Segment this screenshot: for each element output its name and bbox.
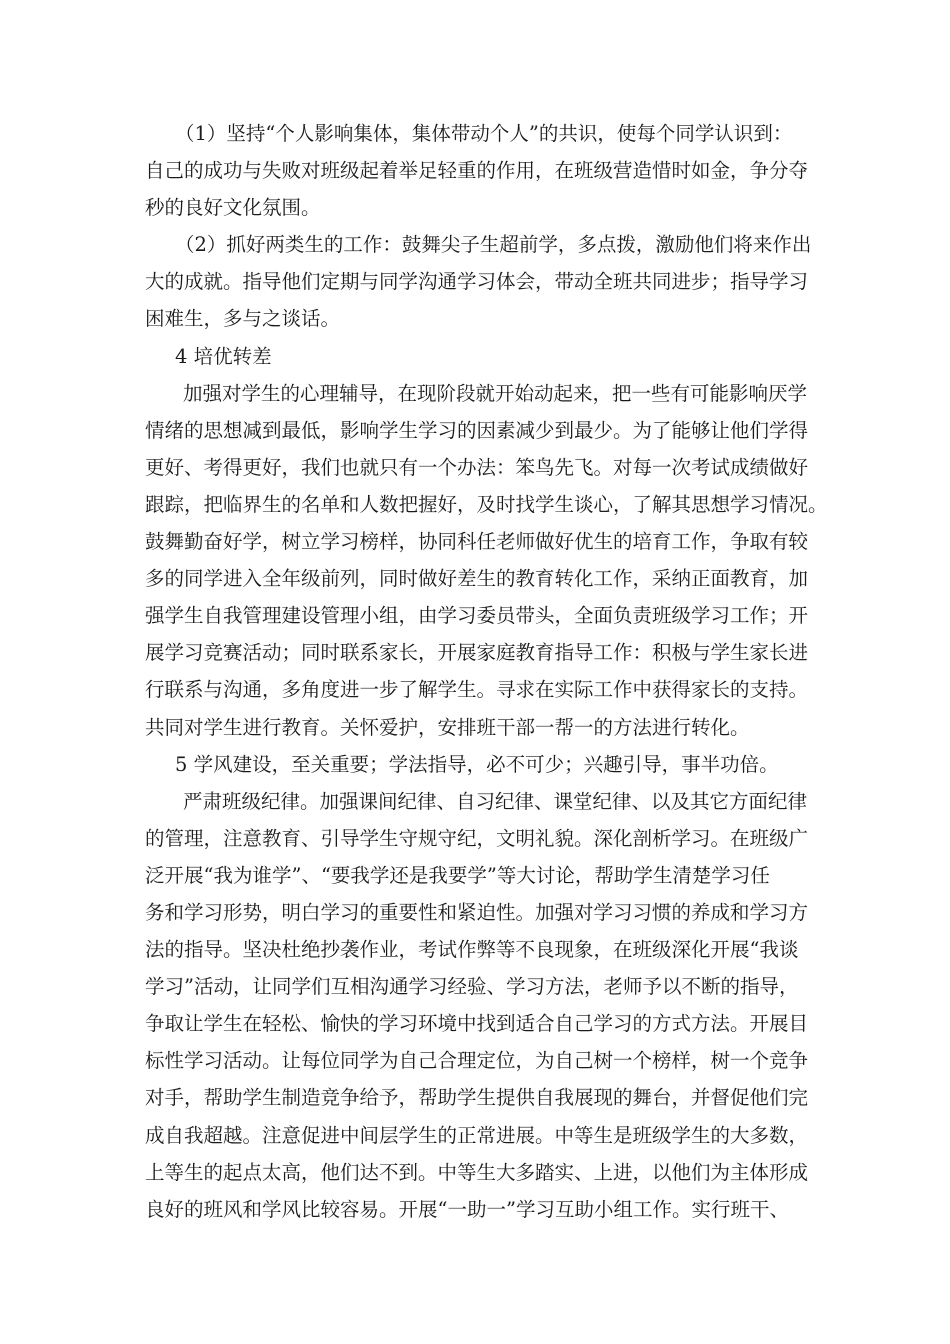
section-heading: 4 培优转差 bbox=[175, 344, 272, 368]
text-line: 秒的良好文化氛围。 bbox=[145, 196, 321, 220]
text-line: 对手，帮助学生制造竞争给予，帮助学生提供自我展现的舞台，并督促他们完 bbox=[145, 1086, 809, 1110]
text-line: 争取让学生在轻松、愉快的学习环境中找到适合自己学习的方式方法。开展目 bbox=[145, 1012, 809, 1036]
text-line: （1）坚持“个人影响集体，集体带动个人”的共识，使每个同学认识到： bbox=[175, 122, 793, 145]
text-line: 良好的班风和学风比较容易。开展“一助一”学习互助小组工作。实行班干、 bbox=[145, 1197, 789, 1221]
text-line: 的管理，注意教育、引导学生守规守纪，文明礼貌。深化剖析学习。在班级广 bbox=[145, 826, 809, 850]
text-line: 情绪的思想减到最低，影响学生学习的因素减少到最少。为了能够让他们学得 bbox=[145, 418, 809, 442]
text-line: 标性学习活动。让每位同学为自己合理定位，为自己树一个榜样，树一个竞争 bbox=[145, 1049, 809, 1073]
text-line: 自己的成功与失败对班级起着举足轻重的作用，在班级营造惜时如金，争分夺 bbox=[145, 159, 809, 183]
text-line: 务和学习形势，明白学习的重要性和紧迫性。加强对学习习惯的养成和学习方 bbox=[145, 900, 809, 924]
text-line: 跟踪，把临界生的名单和人数把握好，及时找学生谈心，了解其思想学习情况。 bbox=[145, 492, 828, 516]
text-line: 共同对学生进行教育。关怀爱护，安排班干部一帮一的方法进行转化。 bbox=[145, 715, 750, 739]
text-line: 展学习竞赛活动；同时联系家长，开展家庭教育指导工作：积极与学生家长进 bbox=[145, 641, 809, 665]
text-line: 大的成就。指导他们定期与同学沟通学习体会，带动全班共同进步；指导学习 bbox=[145, 270, 809, 294]
text-line: 行联系与沟通，多角度进一步了解学生。寻求在实际工作中获得家长的支持。 bbox=[145, 678, 809, 702]
document-body bbox=[145, 115, 828, 1228]
text-line: 困难生，多与之谈话。 bbox=[145, 307, 341, 331]
text-line: 泛开展“我为谁学”、“要我学还是我要学”等大讨论，帮助学生清楚学习任 bbox=[145, 863, 770, 887]
text-line: 法的指导。坚决杜绝抄袭作业，考试作弊等不良现象，在班级深化开展“我谈 bbox=[145, 938, 799, 962]
text-line: 多的同学进入全年级前列，同时做好差生的教育转化工作，采纳正面教育，加 bbox=[145, 567, 809, 591]
text-line: 学习”活动，让同学们互相沟通学习经验、学习方法，老师予以不断的指导， bbox=[145, 975, 799, 999]
text-line: 严肃班级纪律。加强课间纪律、自习纪律、课堂纪律、以及其它方面纪律 bbox=[183, 789, 808, 813]
text-line: 更好、考得更好，我们也就只有一个办法：笨鸟先飞。对每一次考试成绩做好 bbox=[145, 455, 809, 479]
text-line: 加强对学生的心理辅导，在现阶段就开始动起来，把一些有可能影响厌学 bbox=[183, 381, 808, 405]
section-heading: 5 学风建设，至关重要；学法指导，必不可少；兴趣引导，事半功倍。 bbox=[175, 752, 779, 776]
text-line: 上等生的起点太高，他们达不到。中等生大多踏实、上进，以他们为主体形成 bbox=[145, 1160, 809, 1184]
text-line: 鼓舞勤奋好学，树立学习榜样，协同科任老师做好优生的培育工作，争取有较 bbox=[145, 530, 809, 554]
text-line: （2）抓好两类生的工作：鼓舞尖子生超前学，多点拨，激励他们将来作出 bbox=[175, 233, 812, 257]
text-line: 成自我超越。注意促进中间层学生的正常进展。中等生是班级学生的大多数， bbox=[145, 1123, 809, 1147]
text-line: 强学生自我管理建设管理小组，由学习委员带头，全面负责班级学习工作；开 bbox=[145, 604, 809, 628]
